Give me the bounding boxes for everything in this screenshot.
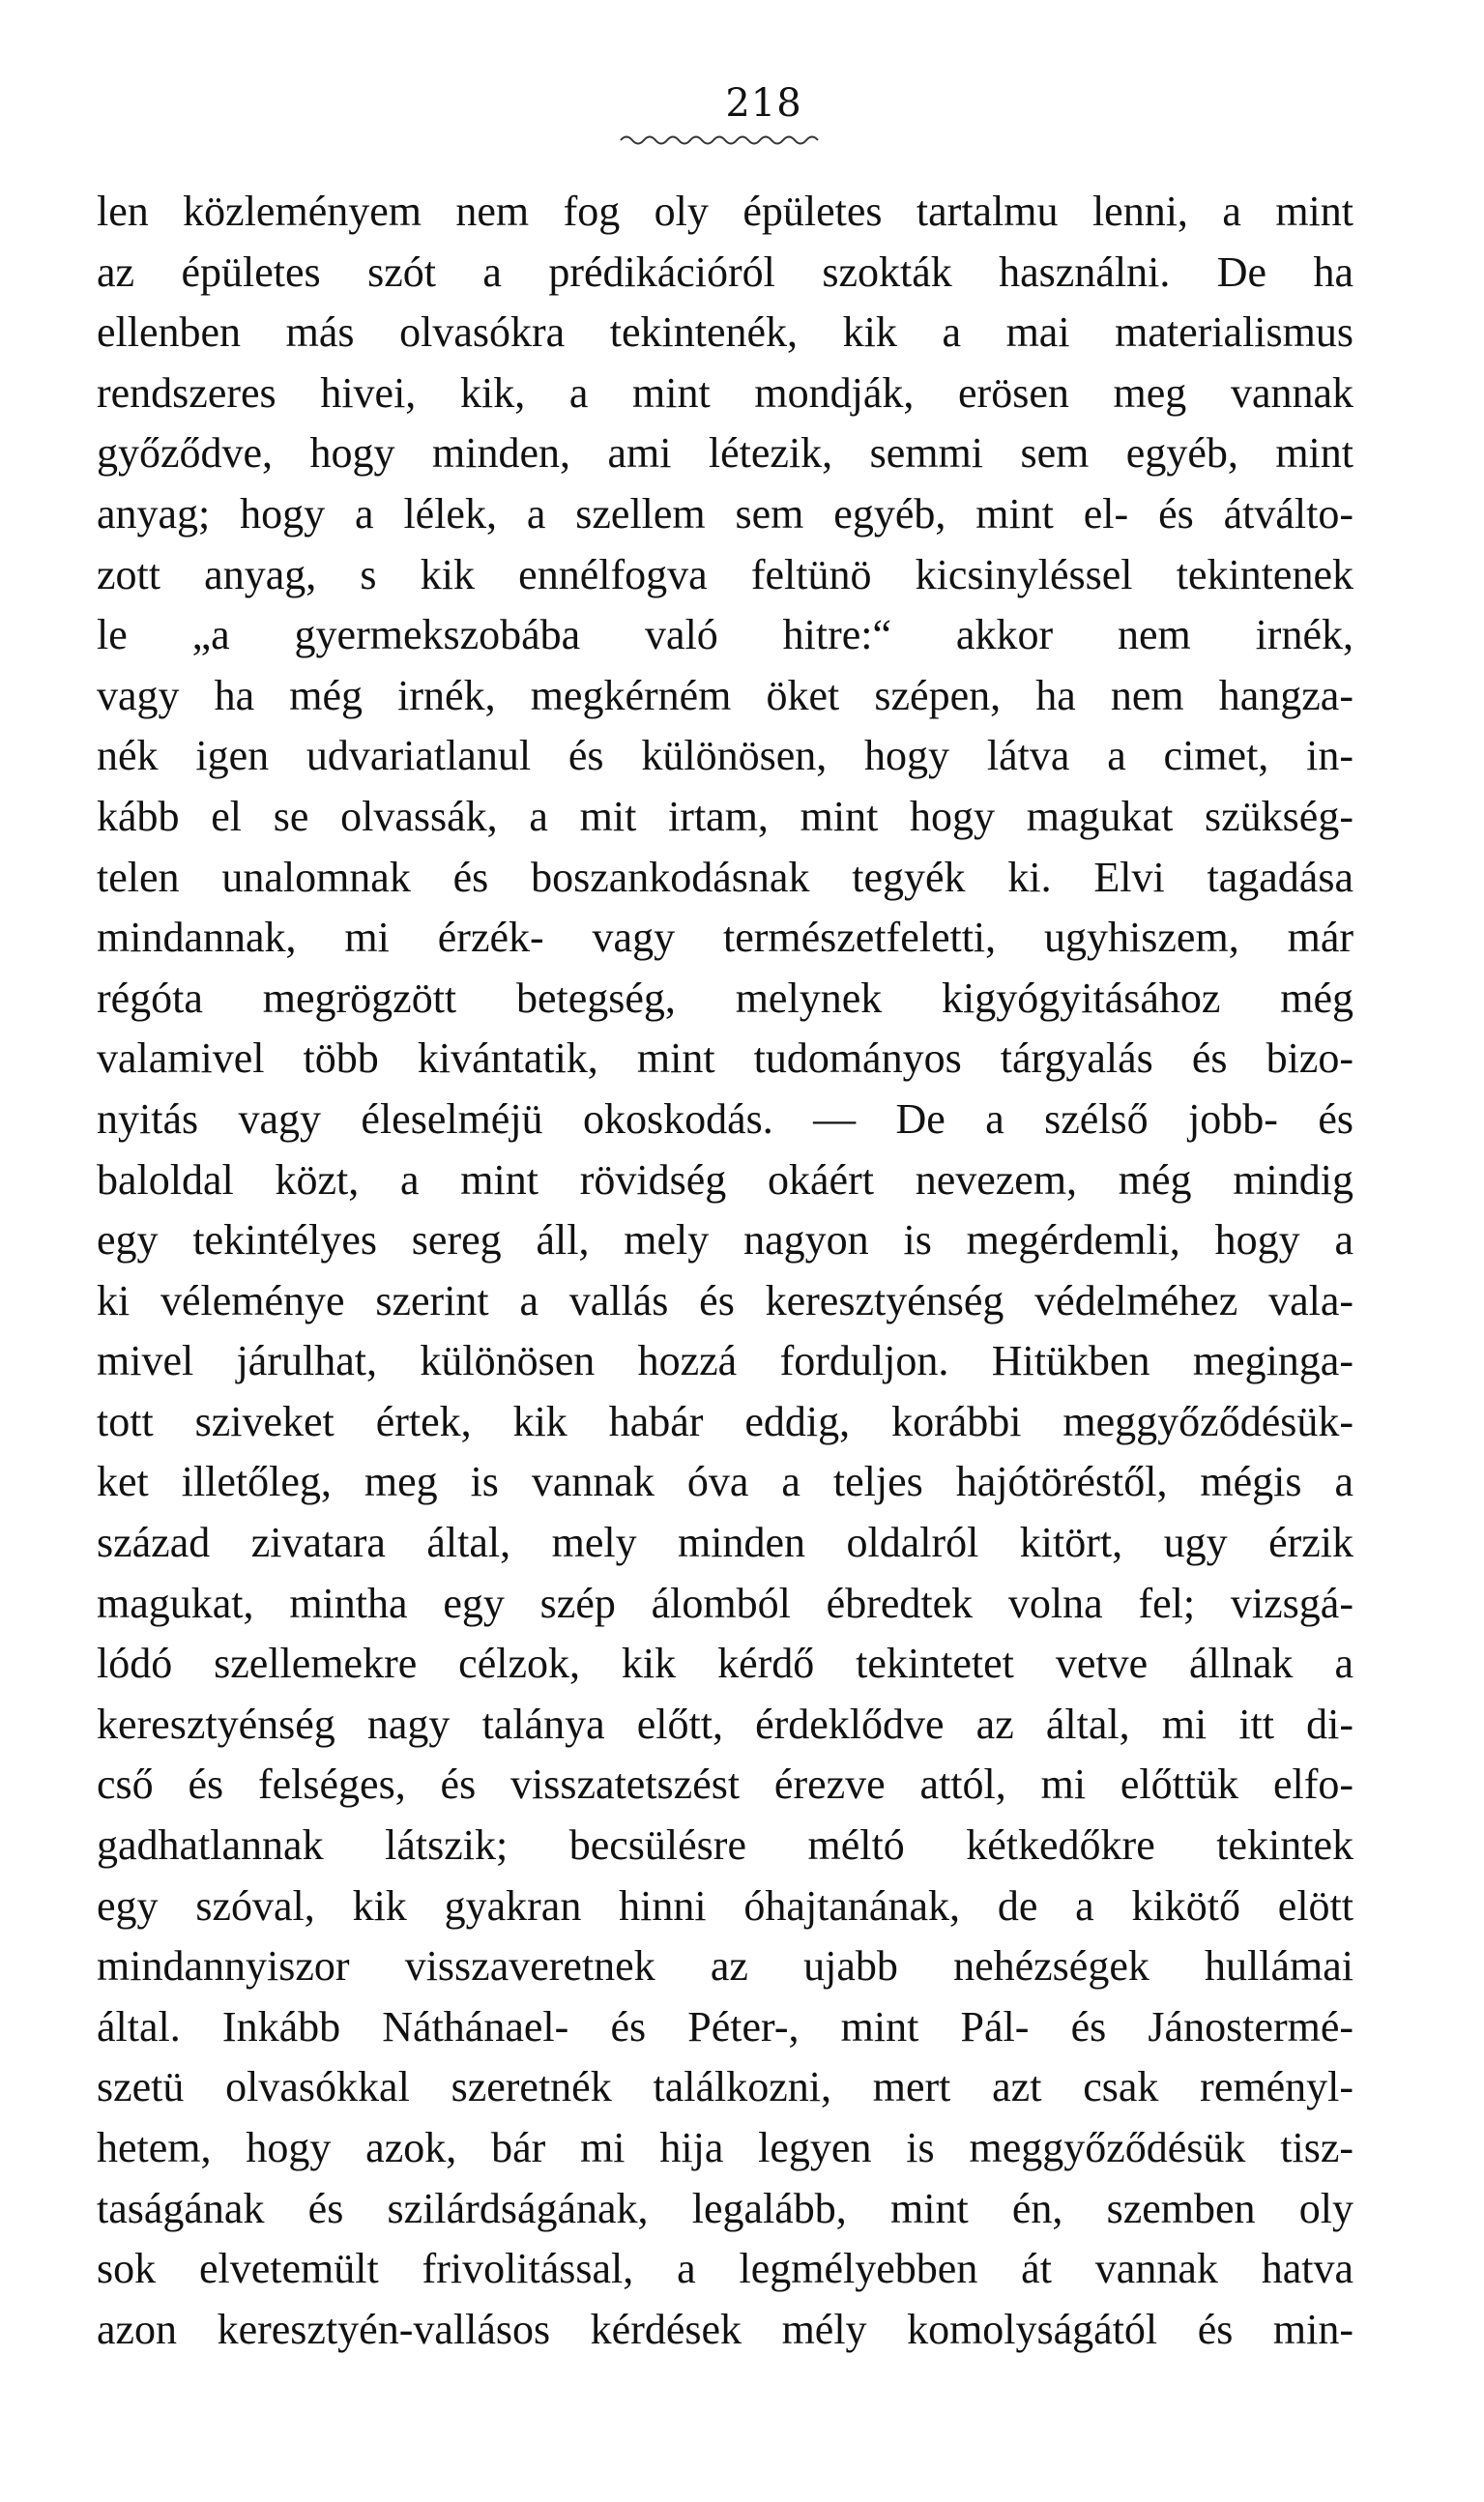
- text-line: le „a gyermekszobába való hitre:“ akkor nem irnék,: [97, 611, 1353, 659]
- text-line: lódó szellemekre célzok, kik kérdő tekintetet vetve állnak a: [97, 1640, 1353, 1688]
- text-line: telen unalomnak és boszankodásnak tegyék ki. Elvi tagadása: [97, 853, 1353, 901]
- body-text: [97, 182, 1353, 2360]
- text-line: vagy ha még irnék, megkérném öket szépen, ha nem hangza-: [97, 671, 1353, 719]
- text-line: len közleményem nem fog oly épületes tartalmu lenni, a mint: [97, 188, 1353, 235]
- text-line: által. Inkább Náthánael- és Péter-, mint Pál- és Jánostermé-: [97, 2002, 1353, 2051]
- text-line: baloldal közt, a mint rövidség okáért nevezem, még mindig: [97, 1155, 1353, 1204]
- text-line: század zivatara által, mely minden oldalról kitört, ugy érzik: [97, 1519, 1353, 1567]
- text-line: taságának és szilárdságának, legalább, mint én, szemben oly: [97, 2184, 1353, 2232]
- text-line: zott anyag, s kik ennélfogva feltünö kicsinyléssel tekintenek: [97, 550, 1353, 598]
- text-line: győződve, hogy minden, ami létezik, semmi sem egyéb, mint: [97, 429, 1353, 478]
- text-line: hetem, hogy azok, bár mi hija legyen is meggyőződésük tisz-: [97, 2124, 1353, 2171]
- text-line: magukat, mintha egy szép álomból ébredtek volna fel; vizsgá-: [97, 1579, 1353, 1627]
- text-line: ellenben más olvasókra tekintenék, kik a mai materialismus: [97, 308, 1353, 357]
- text-line: sok elvetemült frivolitással, a legmélyebben át vannak hatva: [97, 2245, 1353, 2293]
- text-line: azon keresztyén-vallásos kérdések mély komolyságától és min-: [97, 2305, 1353, 2353]
- text-line: ket illetőleg, meg is vannak óva a teljes hajótöréstől, mégis a: [97, 1458, 1353, 1506]
- text-line: cső és felséges, és visszatetszést érezve attól, mi előttük elfo-: [97, 1760, 1353, 1809]
- text-line: tott sziveket értek, kik habár eddig, korábbi meggyőződésük-: [97, 1397, 1353, 1445]
- text-line: mivel járulhat, különösen hozzá forduljon. Hitükben megingа-: [97, 1337, 1353, 1385]
- text-line: nyitás vagy éleselméjü okoskodás. — De a szélső jobb- és: [97, 1094, 1353, 1143]
- text-line: egy szóval, kik gyakran hinni óhajtanának, de a kikötő elött: [97, 1881, 1353, 1930]
- text-line: gadhatlannak látszik; becsülésre méltó kétkedőkre tekintek: [97, 1821, 1353, 1870]
- wavy-ornament-rule: [619, 131, 827, 147]
- text-line: egy tekintélyes sereg áll, mely nagyon is megérdemli, hogy a: [97, 1216, 1353, 1265]
- text-line: az épületes szót a prédikációról szokták használni. De ha: [97, 247, 1353, 296]
- text-line: mindannyiszor visszaveretnek az ujabb nehézségek hullámai: [97, 1942, 1353, 1991]
- text-line: rendszeres hivei, kik, a mint mondják, erösen meg vannak: [97, 368, 1353, 417]
- text-line: ki véleménye szerint a vallás és keresztyénség védelméhez vala-: [97, 1276, 1353, 1324]
- text-line: keresztyénség nagy talánya előtt, érdeklődve az által, mi itt di-: [97, 1700, 1353, 1748]
- text-line: anyag; hogy a lélek, a szellem sem egyéb, mint el- és átválto-: [97, 489, 1353, 538]
- text-line: kább el se olvassák, a mit irtam, mint hogy magukat szükség-: [97, 792, 1353, 840]
- text-line: mindannak, mi érzék- vagy természetfeletti, ugyhiszem, már: [97, 914, 1353, 962]
- text-line: valamivel több kivántatik, mint tudományos tárgyalás és bizo-: [97, 1034, 1353, 1083]
- text-line: nék igen udvariatlanul és különösen, hogy látva a cimet, in-: [97, 732, 1353, 780]
- text-line: szetü olvasókkal szeretnék találkozni, mert azt csak reményl-: [97, 2063, 1353, 2111]
- text-line: régóta megrögzött betegség, melynek kigyógyitásához még: [97, 974, 1353, 1022]
- page-number: 218: [725, 81, 802, 126]
